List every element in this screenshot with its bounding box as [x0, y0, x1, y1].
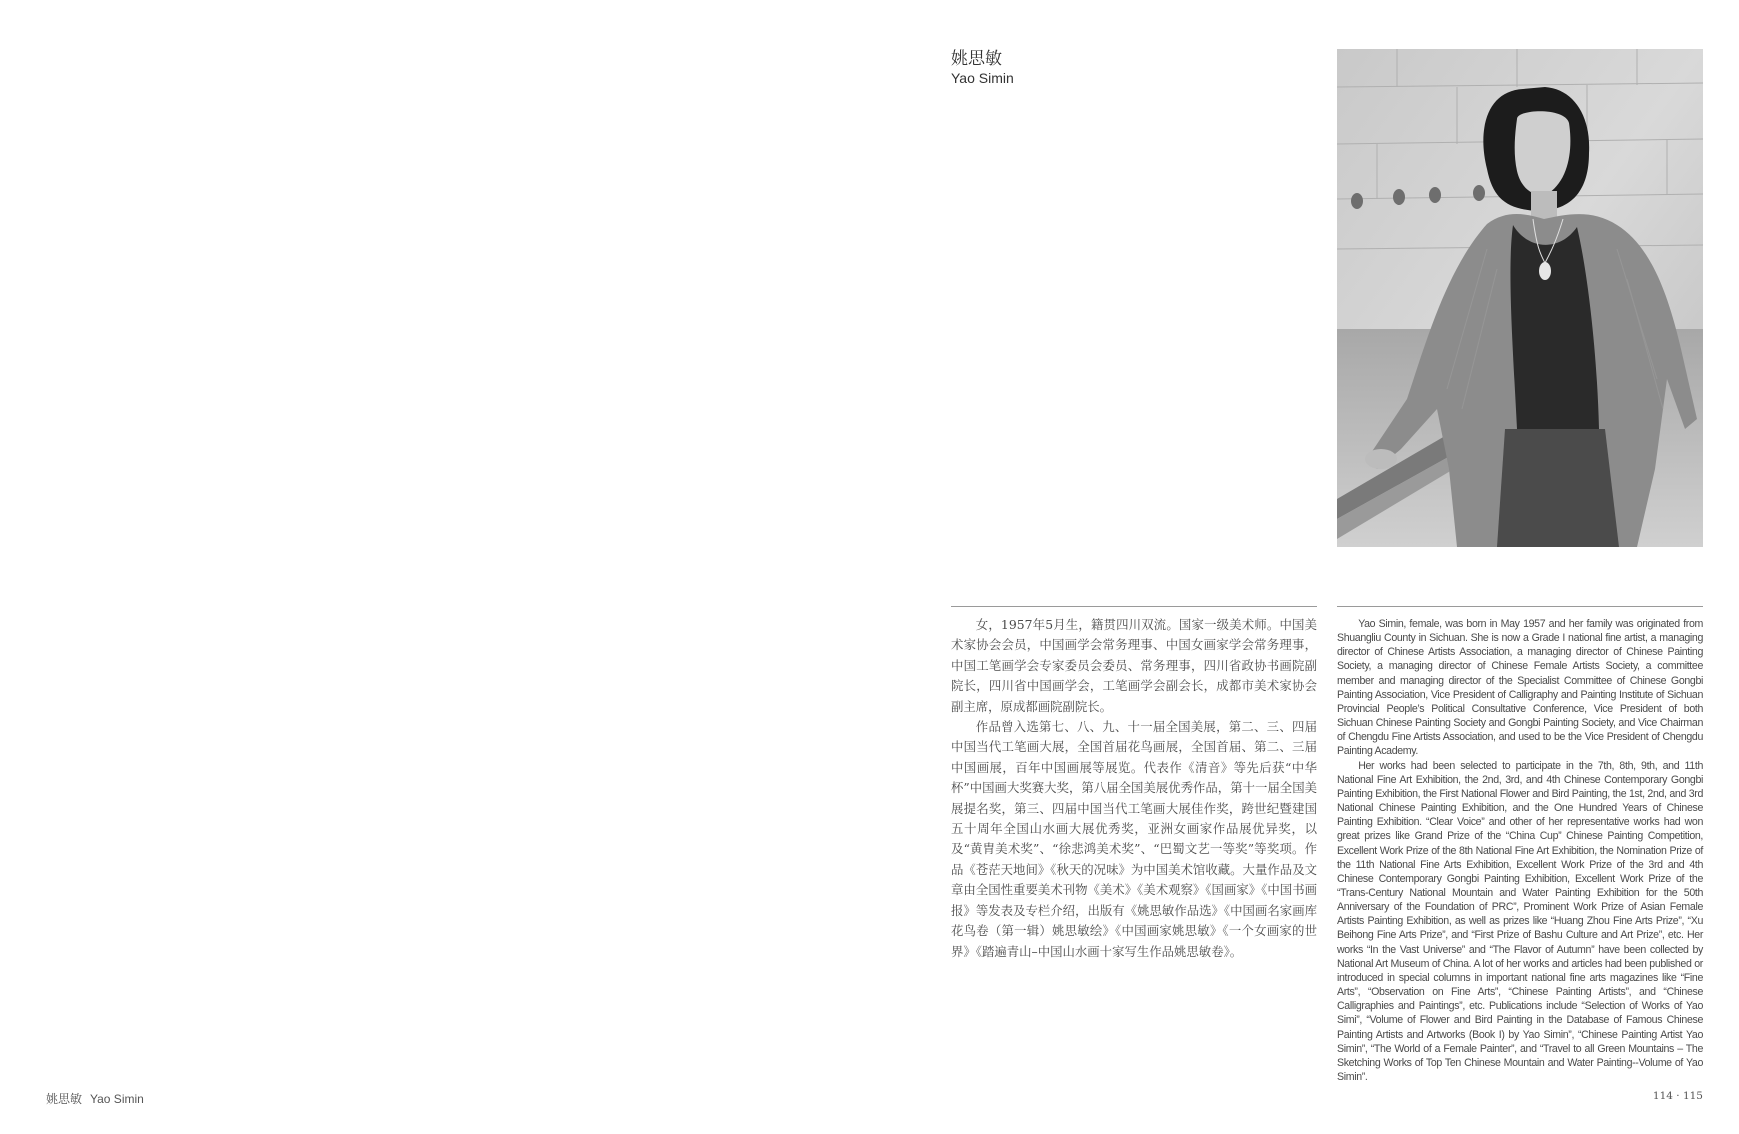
bio-cn-paragraph-2: 作品曾入选第七、八、九、十一届全国美展，第二、三、四届中国当代工笔画大展，全国首届花鸟画展，全国首届、第二、三届中国画展，百年中国画展等展览。代表作《清音》等先后获“中华杯”中国画大奖赛大奖，第八届全国美展优秀作品，第十一届全国美展提名奖，第三、四届中国当代工笔画大展佳作奖，跨世纪暨建国五十周年全国山水画大展优秀奖，亚洲女画家作品展优异奖，以及“黄胄美术奖”、“徐悲鸿美术奖”、“巴蜀文艺一等奖”等奖项。作品《苍茫天地间》《秋天的况味》为中国美术馆收藏。大量作品及文章由全国性重要美术刊物《美术》《美术观察》《国画家》《中国书画报》等发表及专栏介绍，出版有《姚思敏作品选》《中国画名家画库花鸟卷（第一辑）姚思敏绘》《中国画家姚思敏》《一个女画家的世界》《踏遍青山–中国山水画十家写生作品姚思敏卷》。	[951, 719, 1317, 959]
bio-cn-paragraph-1: 女，1957年5月生，籍贯四川双流。国家一级美术师。中国美术家协会会员，中国画学会常务理事、中国女画家学会常务理事，中国工笔画学会专家委员会委员、常务理事，四川省政协书画院副院长，四川省中国画学会，工笔画学会副会长，成都市美术家协会副主席，原成都画院副院长。	[951, 617, 1317, 714]
bio-en-paragraph-2: Her works had been selected to participate in the 7th, 8th, 9th, and 11th National Fine Art Exhibition, the 2nd, 3rd, and 4th Chinese Contemporary Gongbi Painting Exhibition, the First National Flower and Bird Painting, the 1st, 2nd, and 3rd National Chinese Painting Exhibition, and the One Hundred Years of Chinese Painting Exhibition. “Clear Voice” and other of her representative works had won great prizes like Grand Prize of the “China Cup” Chinese Painting Competition, Excellent Work Prize of the 8th National Fine Art Exhibition, the Nomination Prize of the 11th National Fine Arts Exhibition, Excellent Work Prize of the 3rd and 4th Chinese Contemporary Gongbi Painting Exhibition, Excellent Work Prize of the “Trans-Century National Mountain and Water Painting Exhibition for the 50th Anniversary of the Foundation of PRC”, Prominent Work Prize of Asian Female Artists Painting Exhibition, as well as prizes like “Huang Zhou Fine Arts Prize”, “Xu Beihong Fine Arts Prize”, and “First Prize of Bashu Culture and Art Prize”, etc. Her works “In the Vast Universe” and “The Flavor of Autumn” have been collected by National Art Museum of China. A lot of her works and articles had been published or introduced in special columns in important national fine arts magazines like “Fine Arts”, “Observation on Fine Arts”, “Chinese Painting Artists”, and “Chinese Calligraphies and Paintings”, etc. Publications include “Selection of Works of Yao Simi”, “Volume of Flower and Bird Painting in the Database of Famous Chinese Painting Artists and Artworks (Book I) by Yao Simin”, “Chinese Painting Artist Yao Simin”, “The World of a Female Painter”, and “Travel to all Green Mountains – The Sketching Works of Top Ten Chinese Mountain and Water Painting--Volume of Yao Simin”.	[1337, 759, 1703, 1083]
footer-name-cn: 姚思敏	[46, 1092, 83, 1106]
artist-name-en: Yao Simin	[951, 70, 1014, 86]
bio-en-paragraph-1: Yao Simin, female, was born in May 1957 and her family was originated from Shuangliu County in Sichuan. She is now a Grade I national fine artist, a managing director of Chinese Artists Association, a managing director of Chinese Painting Society, a managing director of Chinese Female Artists Society, a committee member and managing director of the Specialist Committee of Chinese Gongbi Painting Association, Vice President of Calligraphy and Painting Institute of Sichuan Provincial People’s Political Consultative Conference, Vice President of both Sichuan Chinese Painting Society and Gongbi Painting Society, and Vice Chairman of Chengdu Fine Artists Association, and used to be the Vice President of Chengdu Painting Academy.	[1337, 618, 1703, 758]
page-numbers: 114 · 115	[1652, 1090, 1703, 1102]
divider-right	[1337, 606, 1703, 607]
artist-name-cn: 姚思敏	[951, 49, 1002, 69]
footer-name-en: Yao Simin	[90, 1092, 144, 1106]
biography-english	[1337, 617, 1703, 1084]
biography-chinese	[951, 615, 1317, 962]
divider-left	[951, 606, 1317, 607]
running-footer	[46, 1090, 144, 1107]
artist-portrait-photo	[1337, 49, 1703, 547]
